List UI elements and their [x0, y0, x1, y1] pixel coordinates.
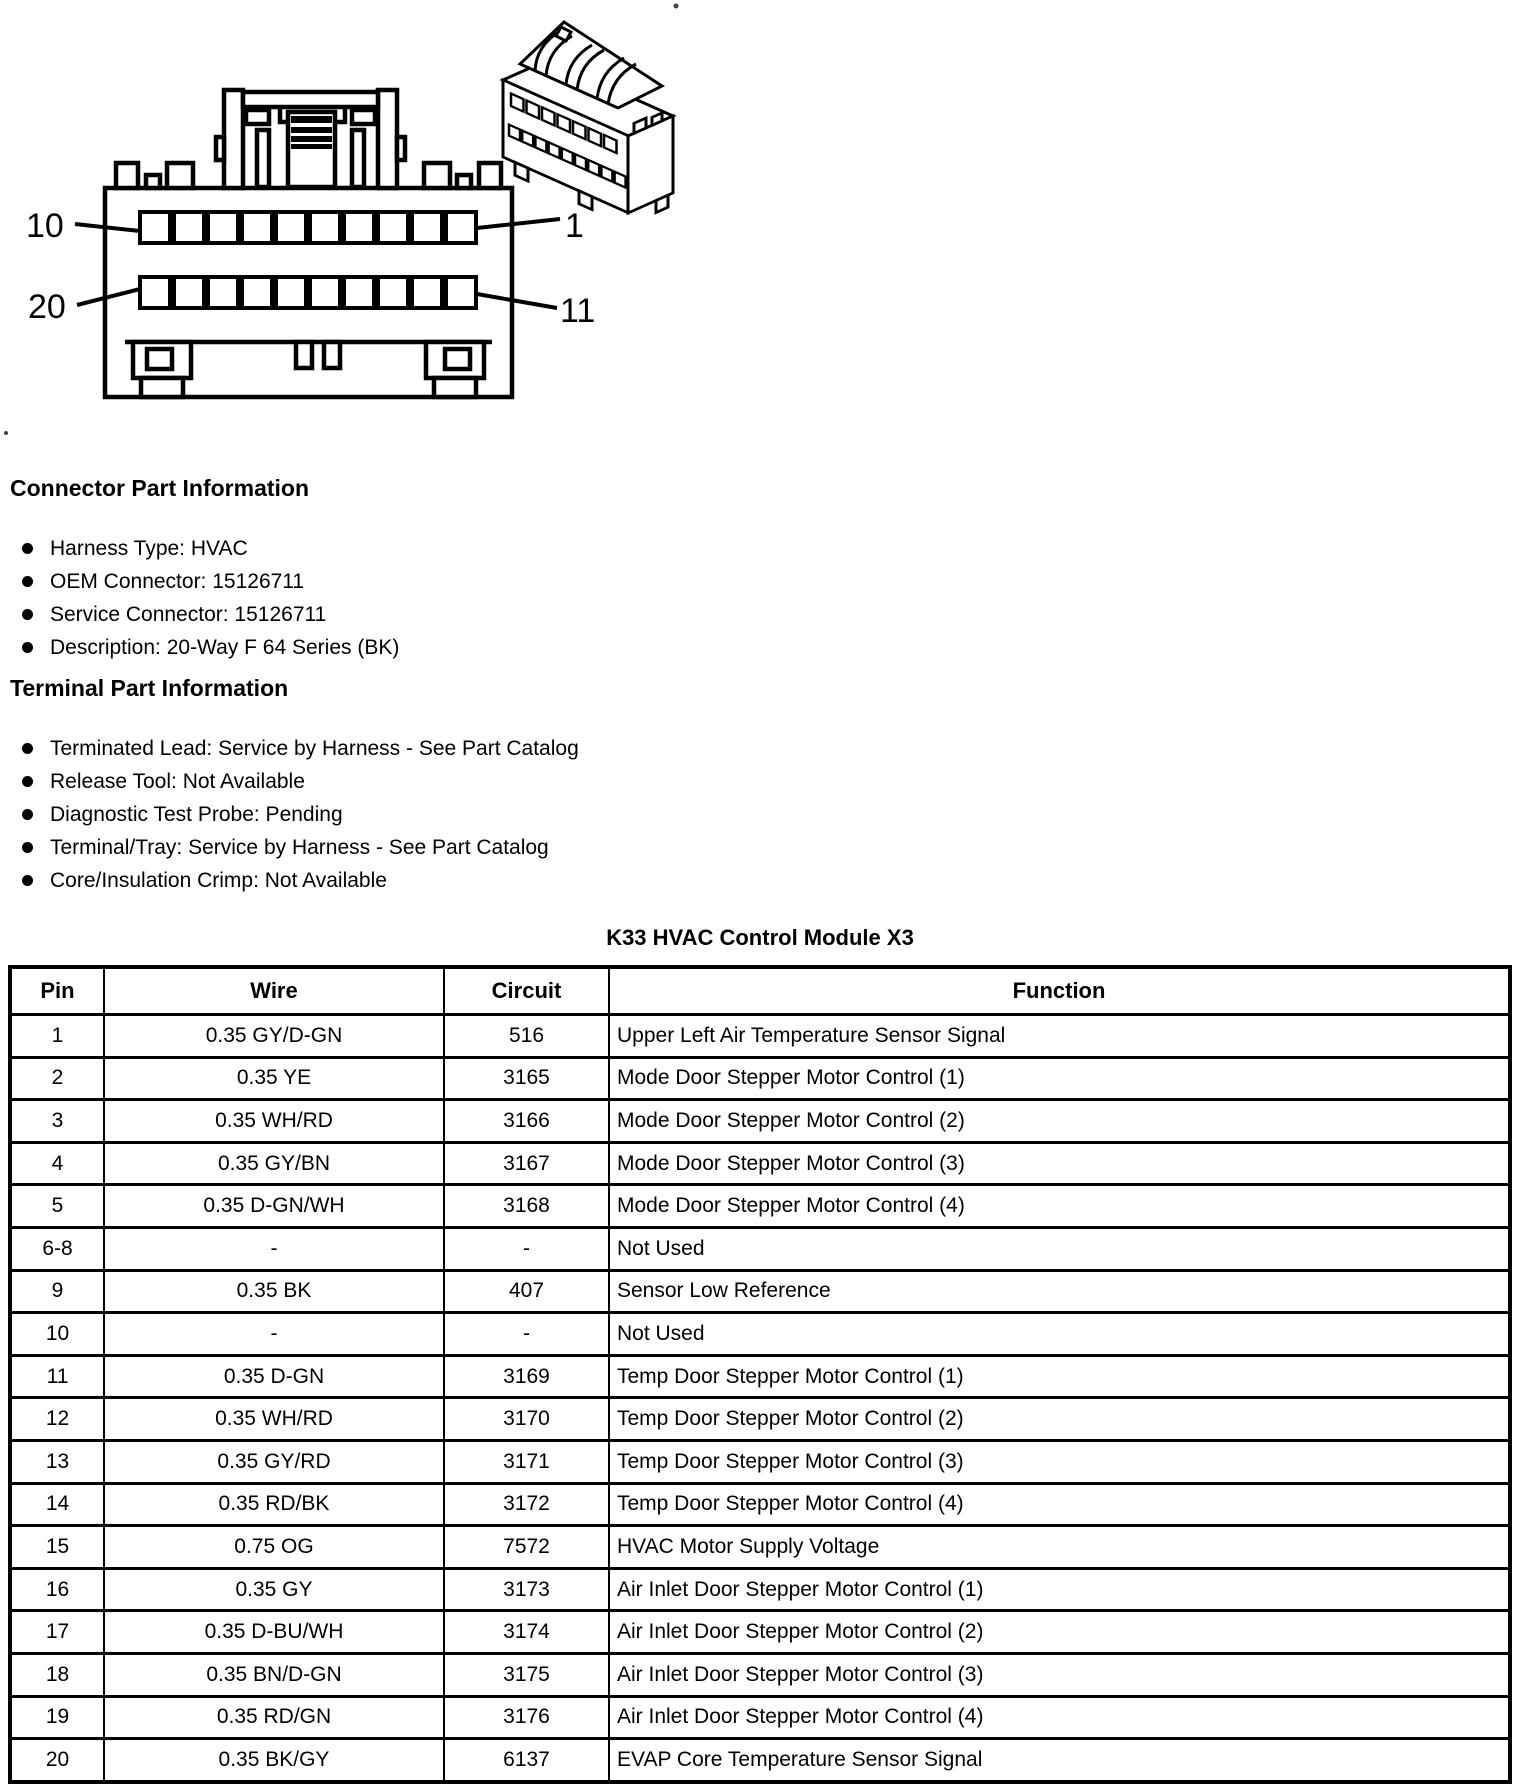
- table-row: [10, 1483, 1510, 1526]
- table-row: [10, 1611, 1510, 1654]
- pin-cell: 10: [10, 1313, 104, 1356]
- wire-cell: 0.35 WH/RD: [104, 1100, 444, 1143]
- list-item-text: Harness Type: HVAC: [50, 536, 248, 560]
- connector-iso-view: [503, 4, 679, 226]
- list-item: [0, 565, 1520, 598]
- pin-cell: 15: [10, 1526, 104, 1569]
- pin-cell: 19: [10, 1696, 104, 1739]
- wire-cell: -: [104, 1227, 444, 1270]
- table-row: [10, 1057, 1510, 1100]
- col-header-circuit: Circuit: [444, 967, 609, 1015]
- table-body: [10, 1015, 1510, 1782]
- list-item-text: Release Tool: Not Available: [50, 769, 305, 793]
- pin-cell: 17: [10, 1611, 104, 1654]
- scan-artifact-dot: [4, 431, 8, 435]
- table-row: [10, 1142, 1510, 1185]
- latch-ribs: [291, 116, 332, 149]
- function-cell: Air Inlet Door Stepper Motor Control (3): [609, 1653, 1510, 1696]
- table-row: [10, 1313, 1510, 1356]
- list-item: [0, 831, 1520, 864]
- col-header-pin: Pin: [10, 967, 104, 1015]
- table-row: [10, 1355, 1510, 1398]
- connector-part-info-list: [0, 532, 1520, 664]
- circuit-cell: 3165: [444, 1057, 609, 1100]
- list-item-text: Terminal/Tray: Service by Harness - See Part Catalog: [50, 835, 549, 859]
- function-cell: Mode Door Stepper Motor Control (1): [609, 1057, 1510, 1100]
- wire-cell: 0.35 D-BU/WH: [104, 1611, 444, 1654]
- bullet-icon: [22, 875, 33, 886]
- wire-cell: 0.35 YE: [104, 1057, 444, 1100]
- pin-cell: 18: [10, 1653, 104, 1696]
- pin-cell: 12: [10, 1398, 104, 1441]
- circuit-cell: 3175: [444, 1653, 609, 1696]
- wire-cell: 0.35 BK/GY: [104, 1739, 444, 1782]
- circuit-cell: 3172: [444, 1483, 609, 1526]
- function-cell: Air Inlet Door Stepper Motor Control (2): [609, 1611, 1510, 1654]
- circuit-cell: 516: [444, 1015, 609, 1058]
- bullet-icon: [22, 809, 33, 820]
- function-cell: HVAC Motor Supply Voltage: [609, 1526, 1510, 1569]
- bullet-icon: [22, 543, 33, 554]
- list-item: [0, 864, 1520, 897]
- bullet-icon: [22, 743, 33, 754]
- function-cell: Upper Left Air Temperature Sensor Signal: [609, 1015, 1510, 1058]
- table-row: [10, 1100, 1510, 1143]
- list-item: [0, 765, 1520, 798]
- circuit-cell: 7572: [444, 1526, 609, 1569]
- list-item-text: OEM Connector: 15126711: [50, 569, 305, 593]
- scan-artifact-dot: [674, 4, 679, 9]
- circuit-cell: 3173: [444, 1568, 609, 1611]
- pin-cell: 20: [10, 1739, 104, 1782]
- terminal-part-info-list: [0, 732, 1520, 897]
- wire-cell: 0.35 RD/GN: [104, 1696, 444, 1739]
- bullet-icon: [22, 576, 33, 587]
- connector-diagram: [0, 0, 700, 410]
- pin-cell: 14: [10, 1483, 104, 1526]
- table-header-row: [10, 967, 1510, 1015]
- connector-part-info-heading: Connector Part Information: [10, 475, 310, 501]
- table-row: [10, 1696, 1510, 1739]
- function-cell: Temp Door Stepper Motor Control (1): [609, 1355, 1510, 1398]
- list-item: [0, 732, 1520, 765]
- wire-cell: -: [104, 1313, 444, 1356]
- table-row: [10, 1015, 1510, 1058]
- pinout-table: [8, 965, 1512, 1784]
- list-item: [0, 798, 1520, 831]
- connector-figure: [0, 0, 1520, 410]
- function-cell: Temp Door Stepper Motor Control (2): [609, 1398, 1510, 1441]
- wire-cell: 0.35 BK: [104, 1270, 444, 1313]
- bullet-icon: [22, 609, 33, 620]
- function-cell: Mode Door Stepper Motor Control (3): [609, 1142, 1510, 1185]
- connector-front-view: [105, 90, 512, 397]
- wire-cell: 0.75 OG: [104, 1526, 444, 1569]
- bullet-icon: [22, 776, 33, 787]
- pin-label-20: 20: [28, 288, 66, 326]
- list-item-text: Core/Insulation Crimp: Not Available: [50, 868, 387, 892]
- col-header-function: Function: [609, 967, 1510, 1015]
- pin-cell: 3: [10, 1100, 104, 1143]
- pin-label-10: 10: [26, 207, 64, 245]
- col-header-wire: Wire: [104, 967, 444, 1015]
- pin-cell: 9: [10, 1270, 104, 1313]
- function-cell: Mode Door Stepper Motor Control (2): [609, 1100, 1510, 1143]
- circuit-cell: 407: [444, 1270, 609, 1313]
- wire-cell: 0.35 D-GN/WH: [104, 1185, 444, 1228]
- list-item: [0, 598, 1520, 631]
- function-cell: Not Used: [609, 1227, 1510, 1270]
- table-row: [10, 1568, 1510, 1611]
- function-cell: Mode Door Stepper Motor Control (4): [609, 1185, 1510, 1228]
- pin-cell: 13: [10, 1440, 104, 1483]
- wire-cell: 0.35 RD/BK: [104, 1483, 444, 1526]
- pin-cell: 1: [10, 1015, 104, 1058]
- circuit-cell: 3167: [444, 1142, 609, 1185]
- pin-cell: 4: [10, 1142, 104, 1185]
- list-item-text: Description: 20-Way F 64 Series (BK): [50, 635, 400, 659]
- table-row: [10, 1185, 1510, 1228]
- wire-cell: 0.35 BN/D-GN: [104, 1653, 444, 1696]
- circuit-cell: 6137: [444, 1739, 609, 1782]
- terminal-part-info-heading: Terminal Part Information: [10, 675, 289, 701]
- table-row: [10, 1227, 1510, 1270]
- pin-cell: 2: [10, 1057, 104, 1100]
- circuit-cell: 3169: [444, 1355, 609, 1398]
- list-item: [0, 532, 1520, 565]
- function-cell: Temp Door Stepper Motor Control (4): [609, 1483, 1510, 1526]
- pin-cell: 5: [10, 1185, 104, 1228]
- table-row: [10, 1739, 1510, 1782]
- table-row: [10, 1653, 1510, 1696]
- table-row: [10, 1270, 1510, 1313]
- circuit-cell: 3168: [444, 1185, 609, 1228]
- bullet-icon: [22, 842, 33, 853]
- circuit-cell: -: [444, 1227, 609, 1270]
- function-cell: Sensor Low Reference: [609, 1270, 1510, 1313]
- iso-side-face: [628, 106, 673, 225]
- circuit-cell: 3174: [444, 1611, 609, 1654]
- wire-cell: 0.35 GY/BN: [104, 1142, 444, 1185]
- function-cell: Air Inlet Door Stepper Motor Control (1): [609, 1568, 1510, 1611]
- function-cell: Not Used: [609, 1313, 1510, 1356]
- list-item: [0, 631, 1520, 664]
- function-cell: Temp Door Stepper Motor Control (3): [609, 1440, 1510, 1483]
- function-cell: Air Inlet Door Stepper Motor Control (4): [609, 1696, 1510, 1739]
- pin-label-11: 11: [560, 292, 596, 330]
- wire-cell: 0.35 GY/RD: [104, 1440, 444, 1483]
- list-item-text: Terminated Lead: Service by Harness - See Part Catalog: [50, 736, 579, 760]
- circuit-cell: -: [444, 1313, 609, 1356]
- function-cell: EVAP Core Temperature Sensor Signal: [609, 1739, 1510, 1782]
- pin-cell: 6-8: [10, 1227, 104, 1270]
- circuit-cell: 3170: [444, 1398, 609, 1441]
- list-item-text: Diagnostic Test Probe: Pending: [50, 802, 343, 826]
- bullet-icon: [22, 642, 33, 653]
- table-title: K33 HVAC Control Module X3: [606, 925, 914, 950]
- wire-cell: 0.35 WH/RD: [104, 1398, 444, 1441]
- pin-label-1: 1: [565, 207, 584, 245]
- pin-cell: 11: [10, 1355, 104, 1398]
- list-item-text: Service Connector: 15126711: [50, 602, 327, 626]
- circuit-cell: 3166: [444, 1100, 609, 1143]
- wire-cell: 0.35 GY: [104, 1568, 444, 1611]
- wire-cell: 0.35 GY/D-GN: [104, 1015, 444, 1058]
- table-row: [10, 1440, 1510, 1483]
- pin-cell: 16: [10, 1568, 104, 1611]
- circuit-cell: 3171: [444, 1440, 609, 1483]
- table-row: [10, 1526, 1510, 1569]
- table-row: [10, 1398, 1510, 1441]
- wire-cell: 0.35 D-GN: [104, 1355, 444, 1398]
- circuit-cell: 3176: [444, 1696, 609, 1739]
